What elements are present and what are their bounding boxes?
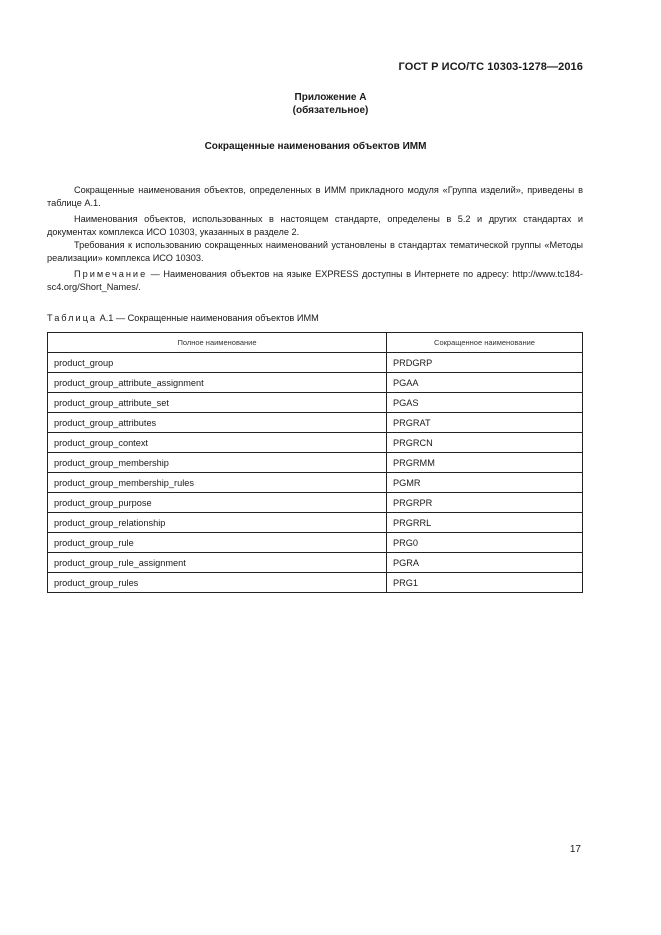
table-row [48,373,583,393]
short-name-cell: PRGRPR [387,493,583,513]
paragraph-3: Требования к использованию сокращенных наименований установлены в стандартах тематической группы «Методы реализации» комплекса ИСО 10303. [47,240,583,263]
document-code: ГОСТ Р ИСО/ТС 10303-1278—2016 [398,61,583,73]
short-name-cell: PRG1 [387,573,583,593]
table-header-row [48,333,583,353]
appendix-heading [0,91,661,117]
short-name-cell: PGAS [387,393,583,413]
appendix-status: (обязательное) [292,105,369,116]
table-caption-label: Таблица [47,313,98,323]
note-label: Примечание [74,269,148,279]
table-row [48,453,583,473]
table-row [48,513,583,533]
short-name-cell: PRGRAT [387,413,583,433]
note-text: — Наименования объектов на языке EXPRESS доступны в Интернете по адресу: http://www.tc184-sc4.org/Short_Names/. [47,269,583,292]
full-name-cell: product_group_attribute_set [48,393,387,413]
page-number: 17 [569,844,581,855]
table-row [48,393,583,413]
table-row [48,353,583,373]
short-name-cell: PRG0 [387,533,583,553]
full-name-cell: product_group_rule [48,533,387,553]
table-row [48,573,583,593]
table-row [48,413,583,433]
full-name-cell: product_group_rules [48,573,387,593]
table-caption-text: А.1 — Сокращенные наименования объектов ИММ [97,313,319,323]
short-name-cell: PRGRCN [387,433,583,453]
table-row [48,533,583,553]
table-row [48,473,583,493]
full-name-cell: product_group_purpose [48,493,387,513]
paragraph-1: Сокращенные наименования объектов, определенных в ИММ прикладного модуля «Группа изделий», приведены в таблице А.1. [47,185,583,208]
short-name-cell: PGAA [387,373,583,393]
full-name-cell: product_group_attribute_assignment [48,373,387,393]
note [47,268,583,294]
short-name-cell: PGRA [387,553,583,573]
table-row [48,433,583,453]
appendix-title: Приложение А [294,92,367,103]
full-name-cell: product_group_relationship [48,513,387,533]
full-name-cell: product_group_context [48,433,387,453]
header-full-name: Полное наименование [48,333,387,353]
table-row [48,553,583,573]
full-name-cell: product_group_membership_rules [48,473,387,493]
table-row [48,493,583,513]
full-name-cell: product_group_membership [48,453,387,473]
header-short-name: Сокращенное наименование [387,333,583,353]
full-name-cell: product_group_rule_assignment [48,553,387,573]
full-name-cell: product_group_attributes [48,413,387,433]
short-name-cell: PRGRMM [387,453,583,473]
short-name-cell: PGMR [387,473,583,493]
short-names-table [47,332,583,593]
short-name-cell: PRGRRL [387,513,583,533]
short-name-cell: PRDGRP [387,353,583,373]
table-caption [47,313,319,323]
section-title: Сокращенные наименования объектов ИММ [204,141,427,152]
full-name-cell: product_group [48,353,387,373]
paragraph-2: Наименования объектов, использованных в настоящем стандарте, определены в 5.2 и других стандартах и документах комплекса ИСО 10303, указанных в разделе 2. [47,214,583,237]
